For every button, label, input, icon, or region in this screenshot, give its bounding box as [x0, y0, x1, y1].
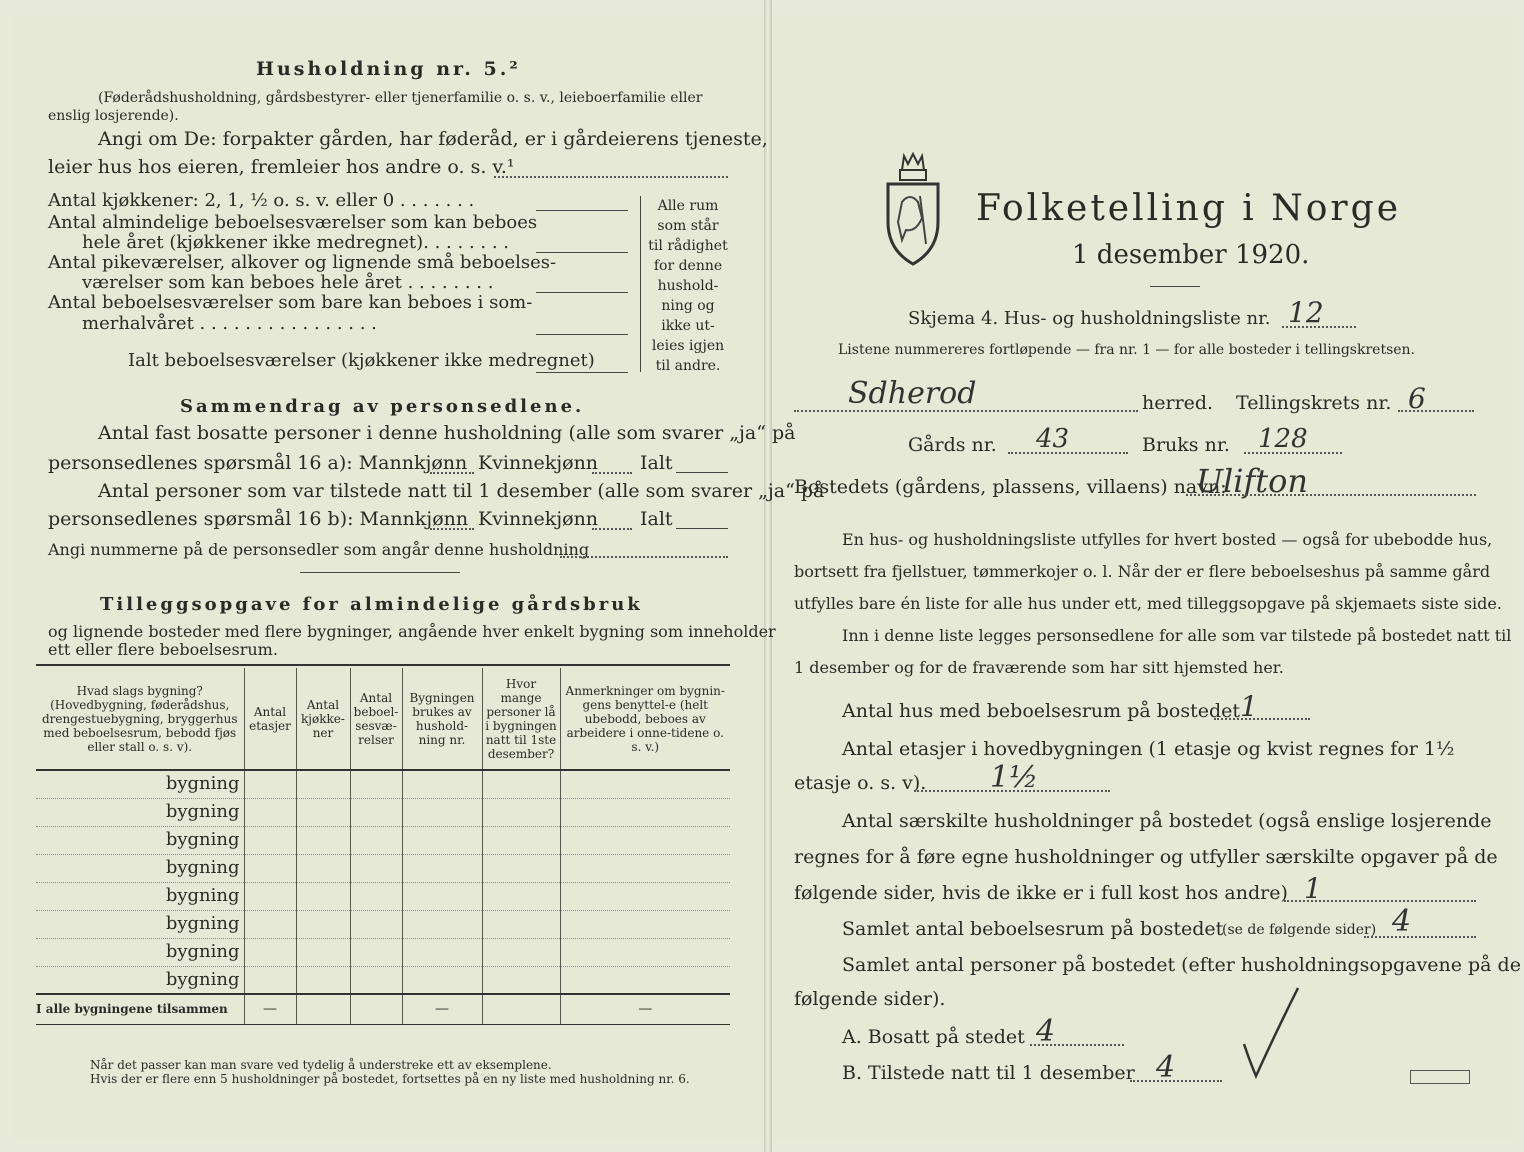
table-cell — [244, 854, 296, 882]
total-rooms-label: Ialt beboelsesværelser (kjøkkener ikke medregnet) — [128, 350, 595, 371]
herred-value: Sdherod — [848, 376, 977, 411]
ialt-1: Ialt — [640, 452, 673, 474]
bosted-line — [1186, 494, 1476, 496]
rooms-1b: hele året (kjøkkener ikke medregnet). . . . . . . . — [82, 232, 509, 253]
samlet-rum-value: 4 — [1392, 904, 1412, 939]
etasjer-value: 1½ — [990, 760, 1039, 795]
building-row-label: bygning — [36, 770, 244, 798]
bosatt-value: 4 — [1036, 1014, 1056, 1049]
husholdninger-line-2: regnes for å føre egne husholdninger og utfyller særskilte opgaver på de — [794, 846, 1498, 868]
table-cell — [560, 966, 730, 994]
angi-line-2: leier hus hos eieren, fremleier hos andre o. s. v.¹ — [48, 156, 515, 178]
summary-line-3: Antal personer som var tilstede natt til 1 desember (alle som svarer „ja“ på — [98, 480, 825, 502]
footnote-1: Når det passer kan man svare ved tydelig å understreke ett av eksemplene. — [90, 1058, 552, 1072]
printer-stamp — [1410, 1070, 1470, 1084]
herred-line — [794, 410, 1138, 412]
bruks-value: 128 — [1258, 424, 1308, 454]
rooms-2-answer-line — [536, 292, 628, 293]
footnote-2: Hvis der er flere enn 5 husholdninger på bostedet, fortsettes på en ny liste med husholdning nr. 6. — [90, 1072, 690, 1086]
table-cell — [402, 966, 482, 994]
building-row-label: bygning — [36, 798, 244, 826]
samlet-rum-note: (se de følgende sider) — [1222, 922, 1377, 938]
table-cell — [244, 938, 296, 966]
tellingskrets-line — [1398, 410, 1474, 412]
table-cell — [402, 770, 482, 798]
skjema-value: 12 — [1288, 296, 1324, 329]
para1-line1: En hus- og husholdningsliste utfylles for hvert bosted — også for ubebodde hus, — [842, 530, 1493, 549]
bruks-line — [1244, 452, 1342, 454]
table-top-rule — [36, 664, 730, 666]
table-row — [36, 770, 730, 798]
table-cell — [350, 882, 402, 910]
mann-2-line — [430, 528, 474, 530]
table-cell — [296, 938, 350, 966]
header-kjokkener: Antal kjøkke-ner — [296, 668, 350, 770]
rooms-3a: Antal beboelsesværelser som bare kan beboes i som- — [48, 292, 533, 313]
table-cell — [402, 882, 482, 910]
header-anmerkninger: Anmerkninger om bygnin-gens benyttel-e (helt ubebodd, beboes av arbeidere i onne-tidene o. s. v.) — [560, 668, 730, 770]
building-row-label: bygning — [36, 854, 244, 882]
header-personer: Hvor mange personer lå i bygningen natt til 1ste desember? — [482, 668, 560, 770]
table-cell — [560, 770, 730, 798]
form-title: Folketelling i Norge — [976, 188, 1401, 229]
table-cell — [482, 938, 560, 966]
husholdninger-answer-line — [1284, 900, 1476, 902]
table-cell — [244, 910, 296, 938]
bosted-value: Ulifton — [1196, 462, 1309, 500]
header-husholdning: Bygningen brukes av hushold-ning nr. — [402, 668, 482, 770]
rooms-1a: Antal almindelige beboelsesværelser som kan beboes — [48, 212, 538, 233]
table-cell — [244, 882, 296, 910]
header-etasjer: Antal etasjer — [244, 668, 296, 770]
table-cell — [402, 910, 482, 938]
table-cell — [560, 882, 730, 910]
etasjer-line-1: Antal etasjer i hovedbygningen (1 etasje og kvist regnes for 1½ — [842, 738, 1455, 760]
kvinne-1: Kvinnekjønn — [478, 452, 599, 474]
table-row — [36, 938, 730, 966]
sum-etasjer: — — [244, 994, 296, 1024]
kvinne-2: Kvinnekjønn — [478, 508, 599, 530]
listene-note: Listene nummereres fortløpende — fra nr. 1 — for alle bosteder i tellingskretsen. — [838, 342, 1416, 358]
side-note: Alle rum som står til rådighet for denne hushold-ning og ikke ut-leies igjen til andre. — [648, 198, 728, 374]
table-cell — [560, 854, 730, 882]
bosatt-label: A. Bosatt på stedet — [842, 1026, 1025, 1048]
table-cell — [350, 826, 402, 854]
coat-of-arms-icon — [882, 152, 944, 268]
hus-label: Antal hus med beboelsesrum på bostedet — [842, 700, 1241, 722]
household-note-2: enslig losjerende). — [48, 108, 179, 124]
kvinne-1-line — [592, 472, 632, 474]
para2-line2: 1 desember og for de fraværende som har sitt hjemsted her. — [794, 658, 1284, 677]
gards-value: 43 — [1036, 424, 1070, 454]
table-row — [36, 854, 730, 882]
table-cell — [350, 854, 402, 882]
summary-title: Sammendrag av personsedlene. — [180, 396, 585, 417]
rooms-3-answer-line — [536, 334, 628, 335]
angi-line-1: Angi om De: forpakter gården, har føderåd, er i gårdeierens tjeneste, — [98, 128, 768, 150]
table-cell — [560, 798, 730, 826]
skjema-label: Skjema 4. Hus- og husholdningsliste nr. — [908, 308, 1271, 329]
sum-label: I alle bygningene tilsammen — [36, 994, 244, 1024]
summary-line-4: personsedlenes spørsmål 16 b): Mannkjønn — [48, 508, 469, 530]
table-cell — [244, 798, 296, 826]
samlet-rum-line — [1364, 936, 1476, 938]
table-cell — [350, 938, 402, 966]
table-cell — [296, 966, 350, 994]
para1-line2: bortsett fra fjellstuer, tømmerkojer o. l. Når der er flere beboelseshus på samme gård — [794, 562, 1491, 581]
table-cell — [296, 910, 350, 938]
husholdninger-value: 1 — [1304, 872, 1322, 905]
gards-label: Gårds nr. — [908, 434, 997, 456]
para1-line3: utfylles bare én liste for alle hus under ett, med tilleggsopgave på skjemaets siste side. — [794, 594, 1502, 613]
samlet-rum-label: Samlet antal beboelsesrum på bostedet — [842, 918, 1224, 940]
tillegg-title: Tilleggsopgave for almindelige gårdsbruk — [100, 594, 643, 615]
table-sum-row — [36, 994, 730, 1024]
sum-anmerkninger: — — [560, 994, 730, 1024]
skjema-line — [1282, 326, 1356, 328]
table-cell — [482, 854, 560, 882]
table-cell — [482, 882, 560, 910]
summary-line-2: personsedlenes spørsmål 16 a): Mannkjønn — [48, 452, 468, 474]
side-brace — [640, 196, 646, 372]
rooms-3b: merhalvåret . . . . . . . . . . . . . . . . — [82, 313, 377, 334]
page-fold — [764, 0, 772, 1152]
table-cell — [482, 826, 560, 854]
tellingskrets-value: 6 — [1408, 382, 1426, 415]
herred-label: herred. — [1142, 392, 1214, 414]
samlet-personer-line-2: følgende sider). — [794, 988, 946, 1010]
header-vaerelser: Antal beboel-sesvæ-relser — [350, 668, 402, 770]
husholdninger-line-3: følgende sider, hvis de ikke er i full kost hos andre) — [794, 882, 1288, 904]
kitchens-answer-line — [536, 210, 628, 211]
table-cell — [402, 798, 482, 826]
table-cell — [560, 826, 730, 854]
hus-line — [1214, 718, 1310, 720]
gards-line — [1008, 452, 1128, 454]
table-cell — [296, 798, 350, 826]
table-row — [36, 882, 730, 910]
table-cell — [296, 770, 350, 798]
table-cell — [482, 966, 560, 994]
bosatt-line — [1030, 1044, 1124, 1046]
table-cell — [296, 882, 350, 910]
table-cell — [350, 770, 402, 798]
table-cell — [402, 826, 482, 854]
angi-answer-line — [494, 176, 728, 178]
household-note: (Føderådshusholdning, gårdsbestyrer- eller tjenerfamilie o. s. v., leieboerfamilie eller — [98, 90, 703, 106]
building-row-label: bygning — [36, 826, 244, 854]
table-cell — [482, 798, 560, 826]
table-row — [36, 826, 730, 854]
summary-line-1: Antal fast bosatte personer i denne husholdning (alle som svarer „ja“ på — [98, 422, 796, 444]
husholdninger-line-1: Antal særskilte husholdninger på bostedet (også enslige losjerende — [842, 810, 1492, 832]
sum-personer — [482, 994, 560, 1024]
table-cell — [296, 854, 350, 882]
table-row — [36, 798, 730, 826]
etasjer-line-2: etasje o. s. v). — [794, 772, 927, 794]
ialt-2-line — [676, 528, 728, 529]
table-cell — [402, 854, 482, 882]
household-title: Husholdning nr. 5.² — [256, 58, 521, 80]
table-row — [36, 910, 730, 938]
rooms-2b: værelser som kan beboes hele året . . . . . . . . — [82, 272, 494, 293]
mann-1-line — [430, 472, 474, 474]
tellingskrets-label: Tellingskrets nr. — [1236, 392, 1392, 414]
tilstede-line — [1130, 1080, 1222, 1082]
title-rule — [1150, 286, 1200, 287]
rooms-2a: Antal pikeværelser, alkover og lignende små beboelses- — [48, 252, 557, 273]
sum-husholdning: — — [402, 994, 482, 1024]
table-cell — [244, 966, 296, 994]
table-cell — [560, 910, 730, 938]
ialt-2: Ialt — [640, 508, 673, 530]
tilstede-label: B. Tilstede natt til 1 desember — [842, 1062, 1135, 1084]
check-mark-icon — [1236, 982, 1306, 1082]
building-row-label: bygning — [36, 966, 244, 994]
table-row — [36, 966, 730, 994]
table-cell — [350, 798, 402, 826]
kitchens-label: Antal kjøkkener: 2, 1, ½ o. s. v. eller 0 . . . . . . . — [48, 190, 475, 211]
table-cell — [350, 966, 402, 994]
tilstede-value: 4 — [1156, 1050, 1176, 1085]
kvinne-2-line — [592, 528, 632, 530]
angi-numbers-line — [560, 556, 728, 558]
form-date: 1 desember 1920. — [1072, 240, 1310, 270]
bosted-label: Bostedets (gårdens, plassens, villaens) navn: — [794, 476, 1227, 498]
header-building-type: Hvad slags bygning? (Hovedbygning, føderådshus, drengestuebygning, bryggerhus med beboelsesrum, bebodd fjøs eller stall o. s. v). — [41, 683, 238, 754]
samlet-personer-line-1: Samlet antal personer på bostedet (efter husholdningsopgavene på de — [842, 954, 1521, 976]
sum-kjokkener — [296, 994, 350, 1024]
table-cell — [402, 938, 482, 966]
tillegg-line-1: og lignende bosteder med flere bygninger, angående hver enkelt bygning som inneholder — [48, 622, 776, 641]
sum-vaerelser — [350, 994, 402, 1024]
ialt-1-line — [676, 472, 728, 473]
buildings-table — [36, 668, 730, 1025]
tillegg-line-2: ett eller flere beboelsesrum. — [48, 640, 278, 659]
para2-line1: Inn i denne liste legges personsedlene for alle som var tilstede på bostedet natt til — [842, 626, 1512, 645]
table-cell — [296, 826, 350, 854]
building-row-label: bygning — [36, 938, 244, 966]
total-rooms-answer-line — [536, 372, 628, 373]
table-cell — [482, 910, 560, 938]
table-cell — [482, 770, 560, 798]
table-cell — [560, 938, 730, 966]
etasjer-answer-line — [914, 790, 1110, 792]
hus-value: 1 — [1240, 690, 1258, 723]
table-cell — [244, 770, 296, 798]
table-cell — [350, 910, 402, 938]
building-row-label: bygning — [36, 882, 244, 910]
angi-numbers: Angi nummerne på de personsedler som angår denne husholdning — [48, 540, 590, 559]
section-divider — [300, 572, 460, 573]
table-cell — [244, 826, 296, 854]
bruks-label: Bruks nr. — [1142, 434, 1230, 456]
building-row-label: bygning — [36, 910, 244, 938]
